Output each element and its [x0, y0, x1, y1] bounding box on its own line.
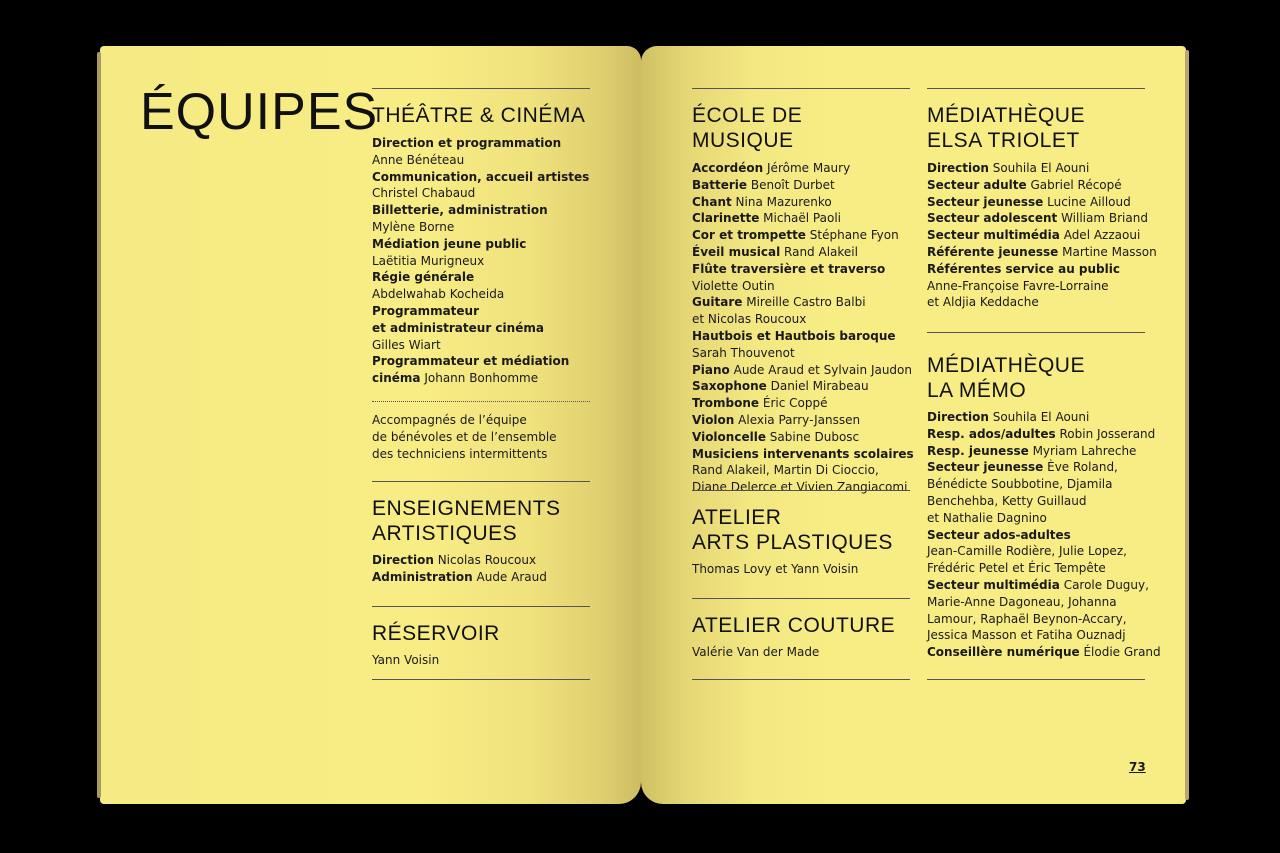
- section-atelier-couture: [692, 598, 910, 661]
- enseignements-list: [372, 552, 590, 586]
- divider: [927, 679, 1145, 680]
- list-item: Violette Outin: [692, 278, 775, 293]
- atelier-arts-list: [692, 561, 910, 578]
- reservoir-heading: RÉSERVOIR: [372, 622, 500, 645]
- list-item: Piano Aude Araud et Sylvain Jaudon: [692, 362, 912, 377]
- elsa-list: [927, 160, 1157, 311]
- list-item: Marie-Anne Dagoneau, Johanna: [927, 594, 1117, 609]
- list-item: Secteur multimédia Carole Duguy,: [927, 577, 1149, 592]
- list-item: Chant Nina Mazurenko: [692, 194, 832, 209]
- list-item: Rand Alakeil, Martin Di Cioccio,: [692, 463, 879, 478]
- list-item: Violon Alexia Parry-Janssen: [692, 412, 861, 427]
- list-item: Abdelwahab Kocheida: [372, 287, 505, 302]
- theatre-heading: THÉÂTRE & CINÉMA: [372, 104, 586, 127]
- list-item: Conseillère numérique Élodie Grand: [927, 645, 1161, 660]
- list-item: et administrateur cinéma: [372, 320, 544, 335]
- list-item: Billetterie, administration: [372, 203, 548, 218]
- elsa-heading: MÉDIATHÈQUE ELSA TRIOLET: [927, 104, 1085, 152]
- list-item: Secteur adolescent William Briand: [927, 211, 1148, 226]
- list-item: Lamour, Raphaël Beynon-Accary,: [927, 611, 1127, 626]
- ecole-heading: ÉCOLE DE MUSIQUE: [692, 104, 803, 152]
- list-item: cinéma Johann Bonhomme: [372, 371, 539, 386]
- section-atelier-arts: [692, 490, 910, 578]
- list-item: Direction Nicolas Roucoux: [372, 553, 537, 567]
- list-item: Musiciens intervenants scolaires: [692, 446, 914, 461]
- list-item: Trombone Éric Coppé: [692, 396, 828, 411]
- list-item: Diane Delerce et Vivien Zangiacomi: [692, 480, 908, 495]
- list-item: Communication, accueil artistes: [372, 169, 590, 184]
- list-item: Direction et programmation: [372, 136, 562, 150]
- page-title: ÉQUIPES: [140, 83, 379, 141]
- enseignements-heading: ENSEIGNEMENTS ARTISTIQUES: [372, 497, 561, 545]
- section-enseignements: [372, 481, 590, 586]
- list-item: Flûte traversière et traverso: [692, 261, 886, 276]
- list-item: Valérie Van der Made: [692, 645, 820, 659]
- list-item: Secteur jeunesse Lucine Ailloud: [927, 194, 1131, 209]
- section-reservoir: [372, 606, 590, 669]
- list-item: Secteur adulte Gabriel Récopé: [927, 177, 1122, 192]
- list-item: Hautbois et Hautbois baroque: [692, 328, 896, 343]
- divider: [692, 679, 910, 680]
- list-item: Gilles Wiart: [372, 337, 441, 352]
- page-number: 73: [1129, 760, 1146, 774]
- list-item: Jessica Masson et Fatiha Ouznadj: [927, 628, 1126, 643]
- list-item: et Aldjia Keddache: [927, 295, 1039, 310]
- list-item: Programmateur: [372, 303, 480, 318]
- list-item: Mylène Borne: [372, 219, 455, 234]
- list-item: Batterie Benoît Durbet: [692, 177, 835, 192]
- column-theatre: [372, 88, 590, 462]
- list-item: Accordéon Jérôme Maury: [692, 161, 851, 175]
- list-item: Thomas Lovy et Yann Voisin: [692, 562, 859, 576]
- list-item: Resp. jeunesse Myriam Lahreche: [927, 443, 1137, 458]
- ecole-list: [692, 160, 914, 496]
- section-mediatheque-memo: [927, 332, 1161, 661]
- list-item: Secteur jeunesse Ève Roland,: [927, 460, 1118, 475]
- divider: [372, 679, 590, 680]
- list-item: Secteur multimédia Adel Azzaoui: [927, 228, 1141, 243]
- list-item: Médiation jeune public: [372, 236, 527, 251]
- list-item: Yann Voisin: [372, 653, 440, 667]
- list-item: Secteur ados-adultes: [927, 527, 1071, 542]
- list-item: Christel Chabaud: [372, 186, 476, 201]
- list-item: Anne-Françoise Favre-Lorraine: [927, 278, 1109, 293]
- list-item: et Nathalie Dagnino: [927, 510, 1047, 525]
- list-item: Administration Aude Araud: [372, 569, 547, 584]
- list-item: Clarinette Michaël Paoli: [692, 211, 841, 226]
- atelier-arts-heading: ATELIER ARTS PLASTIQUES: [692, 506, 893, 554]
- list-item: Jean-Camille Rodière, Julie Lopez,: [927, 544, 1127, 559]
- list-item: Sarah Thouvenot: [692, 345, 795, 360]
- memo-heading: MÉDIATHÈQUE LA MÉMO: [927, 354, 1085, 402]
- section-mediatheque-elsa: [927, 88, 1157, 311]
- list-item: Direction Souhila El Aouni: [927, 161, 1090, 175]
- reservoir-list: [372, 652, 590, 669]
- list-item: Référente jeunesse Martine Masson: [927, 244, 1157, 259]
- list-item: Cor et trompette Stéphane Fyon: [692, 228, 899, 243]
- list-item: Régie générale: [372, 270, 475, 285]
- list-item: Éveil musical Rand Alakeil: [692, 244, 858, 259]
- list-item: Référentes service au public: [927, 261, 1120, 276]
- list-item: et Nicolas Roucoux: [692, 312, 807, 327]
- list-item: Saxophone Daniel Mirabeau: [692, 379, 869, 394]
- atelier-couture-heading: ATELIER COUTURE: [692, 614, 896, 637]
- theatre-list: [372, 135, 590, 387]
- list-item: Direction Souhila El Aouni: [927, 410, 1090, 424]
- section-ecole: [692, 88, 914, 496]
- list-item: Benchehba, Ketty Guillaud: [927, 493, 1087, 508]
- list-item: Guitare Mireille Castro Balbi: [692, 295, 866, 310]
- list-item: Anne Bénéteau: [372, 152, 465, 167]
- memo-list: [927, 409, 1161, 661]
- list-item: Violoncelle Sabine Dubosc: [692, 429, 860, 444]
- atelier-couture-list: [692, 644, 910, 661]
- list-item: Resp. ados/adultes Robin Josserand: [927, 426, 1156, 441]
- theatre-note: Accompagnés de l’équipe de bénévoles et de l’ensemble des techniciens intermittents: [372, 412, 557, 461]
- list-item: Bénédicte Soubbotine, Djamila: [927, 477, 1113, 492]
- list-item: Frédéric Petel et Éric Tempête: [927, 561, 1106, 576]
- list-item: Laëtitia Murigneux: [372, 253, 485, 268]
- list-item: Programmateur et médiation: [372, 354, 570, 369]
